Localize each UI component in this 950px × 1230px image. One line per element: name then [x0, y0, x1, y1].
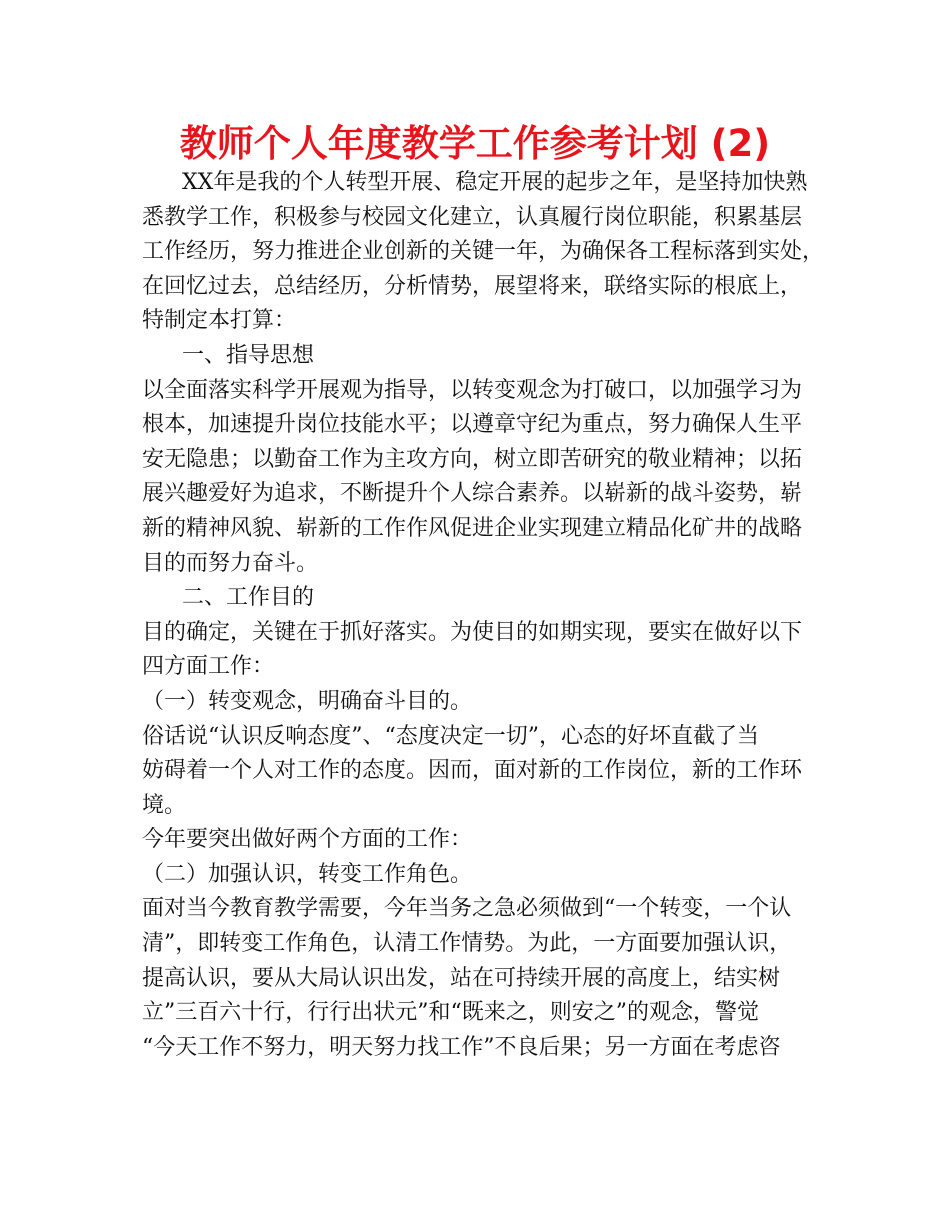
text-line: “今天工作不努力，明天努力找工作”不良后果；另一方面在考虑咨 [142, 1034, 781, 1060]
text-line: 四方面工作： [142, 654, 275, 680]
text-line: 目的而努力奋斗。 [142, 550, 319, 576]
text-line: 二、工作目的 [182, 585, 315, 611]
document-body [142, 166, 842, 1065]
document-title: 教师个人年度教学工作参考计划 (2) [179, 122, 771, 165]
text-line: 悉教学工作，积极参与校园文化建立，认真履行岗位职能，积累基层 [142, 204, 803, 230]
text-line: 根本，加速提升岗位技能水平；以遵章守纪为重点，努力确保人生平 [142, 412, 803, 438]
text-line: 境。 [142, 792, 187, 818]
text-line: 今年要突出做好两个方面的工作： [142, 827, 473, 853]
text-line: 一、指导思想 [182, 342, 315, 368]
text-line: 工作经历，努力推进企业创新的关键一年，为确保各工程标落到实处， [142, 239, 825, 265]
text-line: 清”，即转变工作角色，认清工作情势。为此，一方面要加强认识， [142, 931, 792, 957]
text-line: 新的精神风貌、崭新的工作作风促进企业实现建立精品化矿井的战略 [142, 515, 803, 541]
text-line: 安无隐患；以勤奋工作为主攻方向，树立即苦研究的敬业精神；以拓 [142, 446, 803, 472]
text-line: 目的确定，关键在于抓好落实。为使目的如期实现，要实在做好以下 [142, 619, 803, 645]
text-line: 立”三百六十行，行行出状元”和“既来之，则安之”的观念，警觉 [142, 1000, 759, 1026]
text-line: 展兴趣爱好为追求，不断提升个人综合素养。以崭新的战斗姿势，崭 [142, 481, 803, 507]
text-line: 特制定本打算： [142, 308, 297, 334]
text-line: 以全面落实科学开展观为指导，以转变观念为打破口，以加强学习为 [142, 377, 803, 403]
text-line: 妨碍着一个人对工作的态度。因而，面对新的工作岗位，新的工作环 [142, 758, 803, 784]
text-line: 在回忆过去，总结经历，分析情势，展望将来，联络实际的根底上， [142, 273, 803, 299]
text-line: XX年是我的个人转型开展、稳定开展的起步之年，是坚持加快熟 [182, 170, 808, 195]
text-line: 面对当今教育教学需要，今年当务之急必须做到“一个转变，一个认 [142, 896, 792, 922]
text-line: （二）加强认识，转变工作角色。 [142, 861, 473, 887]
text-line: （一）转变观念，明确奋斗目的。 [142, 688, 473, 714]
text-line: 提高认识，要从大局认识出发，站在可持续开展的高度上，结实树 [142, 965, 781, 991]
text-line: 俗话说“认识反响态度”、“态度决定一切”，心态的好坏直截了当 [142, 723, 759, 749]
